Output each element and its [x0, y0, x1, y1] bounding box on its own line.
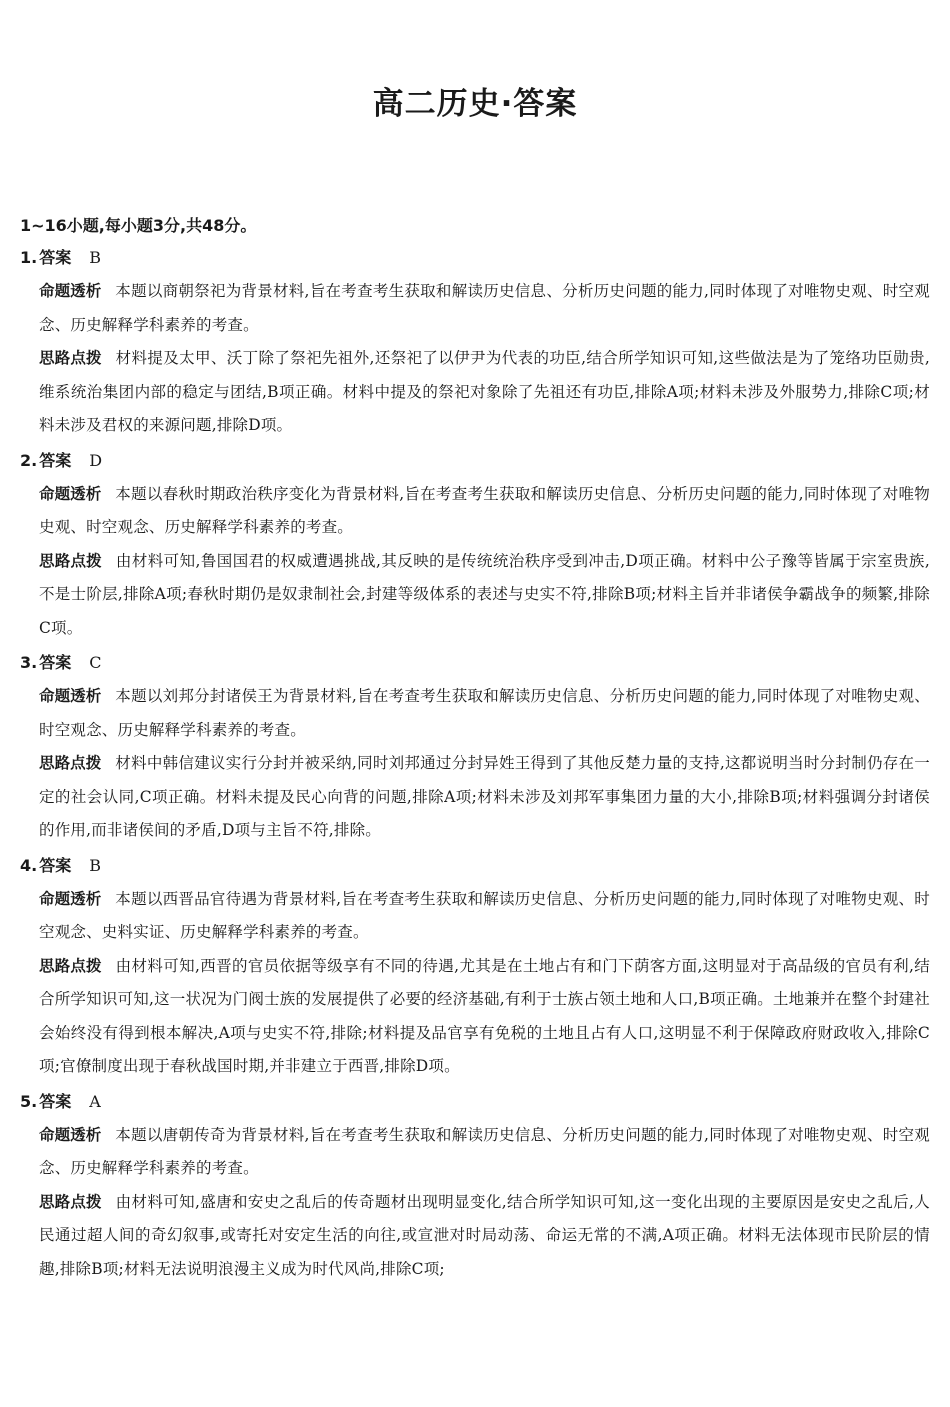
approach-text: 由材料可知,盛唐和安史之乱后的传奇题材出现明显变化,结合所学知识可知,这一变化出现的主要原因是安史之乱后,人民通过超人间的奇幻叙事,或寄托对安定生活的向往,或宣泄对时局动荡、命运无常的不满,A项正确。材料无法体现市民阶层的情趣,排除B项;材料无法说明浪漫主义成为时代风尚,排除C项;	[39, 1192, 930, 1278]
approach-label: 思路点拨	[39, 551, 102, 570]
approach-paragraph	[39, 950, 930, 1084]
approach-text: 材料中韩信建议实行分封并被采纳,同时刘邦通过分封异姓王得到了其他反楚力量的支持,这都说明当时分封制仍存在一定的社会认同,C项正确。材料未提及民心向背的问题,排除A项;材料未涉及刘邦军事集团力量的大小,排除B项;材料强调分封诸侯的作用,而非诸侯间的矛盾,D项与主旨不符,排除。	[39, 754, 930, 839]
approach-paragraph	[39, 545, 930, 646]
page-title: 高二历史·答案	[372, 86, 578, 122]
approach-paragraph	[39, 1186, 930, 1287]
analysis-label: 命题透析	[39, 1125, 102, 1144]
answer-label: 答案	[39, 248, 72, 267]
question-header	[20, 849, 930, 883]
approach-paragraph	[39, 747, 930, 848]
question-block	[20, 1085, 930, 1287]
question-number: 1.	[20, 248, 38, 267]
question-header	[20, 646, 930, 680]
question-number: 5.	[20, 1091, 38, 1111]
approach-text: 由材料可知,鲁国国君的权威遭遇挑战,其反映的是传统统治秩序受到冲击,D项正确。材料中公子豫等皆属于宗室贵族,不是士阶层,排除A项;春秋时期仍是奴隶制社会,封建等级体系的表述与史实不符,排除B项;材料主旨并非诸侯争霸战争的频繁,排除C项。	[39, 551, 930, 637]
analysis-paragraph	[39, 275, 930, 342]
approach-text: 由材料可知,西晋的官员依据等级享有不同的待遇,尤其是在土地占有和门下荫客方面,这明显对于高品级的官员有利,结合所学知识可知,这一状况为门阀士族的发展提供了必要的经济基础,有利于士族占领土地和人口,B项正确。土地兼并在整个封建社会始终没有得到根本解决,A项与史实不符,排除;材料提及品官享有免税的土地且占有人口,这明显不利于保障政府财政收入,排除C项;官僚制度出现于春秋战国时期,并非建立于西晋,排除D项。	[39, 956, 930, 1075]
approach-text: 材料提及太甲、沃丁除了祭祀先祖外,还祭祀了以伊尹为代表的功臣,结合所学知识可知,这些做法是为了笼络功臣勋贵,维系统治集团内部的稳定与团结,B项正确。材料中提及的祭祀对象除了先祖还有功臣,排除A项;材料未涉及外服势力,排除C项;材料未涉及君权的来源问题,排除D项。	[39, 349, 930, 434]
answer-value: C	[89, 653, 102, 672]
analysis-text: 本题以商朝祭祀为背景材料,旨在考查考生获取和解读历史信息、分析历史问题的能力,同时体现了对唯物史观、时空观念、历史解释学科素养的考查。	[39, 282, 930, 334]
approach-label: 思路点拨	[39, 1192, 102, 1211]
analysis-label: 命题透析	[39, 484, 102, 503]
analysis-paragraph	[39, 883, 930, 950]
question-number: 4.	[20, 855, 38, 875]
approach-paragraph	[39, 342, 930, 443]
approach-label: 思路点拨	[39, 956, 102, 975]
approach-label: 思路点拨	[39, 349, 102, 367]
question-block	[20, 849, 930, 1084]
analysis-text: 本题以唐朝传奇为背景材料,旨在考查考生获取和解读历史信息、分析历史问题的能力,同时体现了对唯物史观、时空观念、历史解释学科素养的考查。	[39, 1125, 930, 1177]
section-intro: 1~16小题,每小题3分,共48分。	[20, 216, 257, 235]
answer-value: B	[89, 248, 101, 267]
answer-label: 答案	[39, 855, 72, 875]
analysis-paragraph	[39, 478, 930, 545]
answer-value: B	[89, 855, 101, 875]
answer-label: 答案	[39, 653, 72, 672]
question-block	[20, 241, 930, 443]
analysis-paragraph	[39, 1119, 930, 1186]
answer-label: 答案	[39, 1091, 72, 1111]
question-number: 2.	[20, 450, 38, 470]
answer-value: A	[89, 1091, 101, 1111]
approach-label: 思路点拨	[39, 754, 102, 772]
analysis-text: 本题以春秋时期政治秩序变化为背景材料,旨在考查考生获取和解读历史信息、分析历史问题的能力,同时体现了对唯物史观、时空观念、历史解释学科素养的考查。	[39, 484, 930, 536]
question-number: 3.	[20, 653, 38, 672]
question-header	[20, 1085, 930, 1119]
question-header	[20, 444, 930, 478]
answer-label: 答案	[39, 450, 72, 470]
analysis-label: 命题透析	[39, 687, 102, 705]
analysis-paragraph	[39, 680, 930, 747]
question-block	[20, 646, 930, 848]
analysis-text: 本题以刘邦分封诸侯王为背景材料,旨在考查考生获取和解读历史信息、分析历史问题的能力,同时体现了对唯物史观、时空观念、历史解释学科素养的考查。	[39, 687, 930, 739]
answer-content	[20, 211, 930, 1287]
analysis-text: 本题以西晋品官待遇为背景材料,旨在考查考生获取和解读历史信息、分析历史问题的能力,同时体现了对唯物史观、时空观念、史料实证、历史解释学科素养的考查。	[39, 889, 930, 941]
question-block	[20, 444, 930, 646]
question-header	[20, 241, 930, 275]
analysis-label: 命题透析	[39, 282, 102, 300]
analysis-label: 命题透析	[39, 889, 102, 908]
answer-value: D	[89, 450, 103, 470]
